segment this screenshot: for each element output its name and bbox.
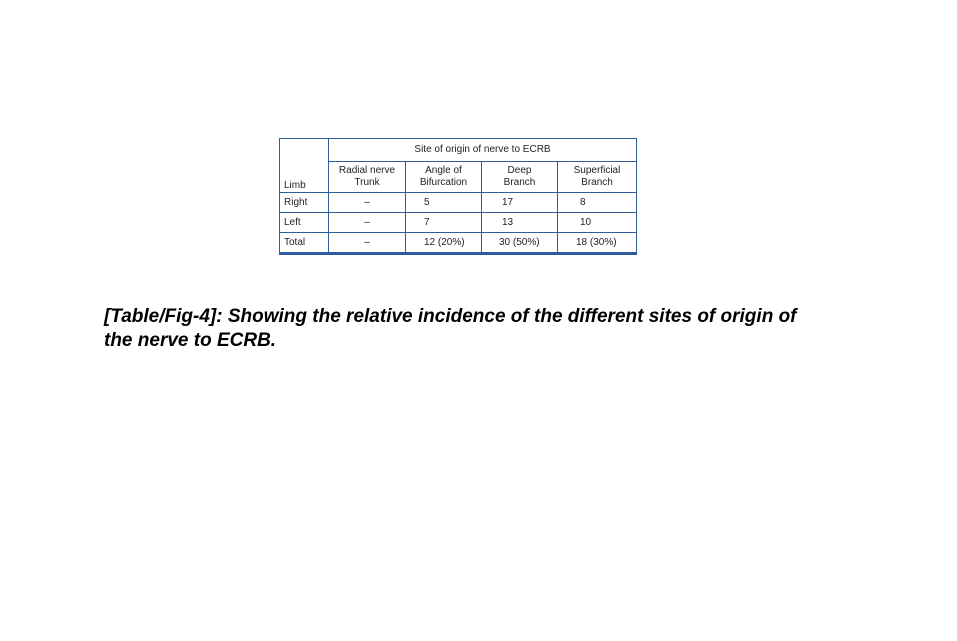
limb-cell: Right — [280, 193, 329, 213]
column-header-line: Angle of — [425, 165, 462, 176]
column-header-line: Superficial — [573, 165, 621, 176]
table-header-row-1 — [280, 139, 637, 162]
nerve-origin-table — [279, 138, 637, 255]
deep-branch-cell: 17 — [482, 193, 558, 213]
limb-column-header: Limb — [280, 139, 329, 193]
angle-of-bifurcation-cell: 12 (20%) — [406, 233, 482, 254]
deep-branch-cell: 13 — [482, 213, 558, 233]
radial-nerve-trunk-cell: – — [329, 213, 406, 233]
column-header-angle-of-bifurcation — [406, 162, 482, 193]
table-row-left — [280, 213, 637, 233]
column-header-line: Trunk — [354, 177, 380, 188]
column-header-line: Branch — [503, 177, 536, 188]
site-of-origin-header: Site of origin of nerve to ECRB — [329, 139, 637, 162]
angle-of-bifurcation-cell: 7 — [406, 213, 482, 233]
column-header-line: Bifurcation — [419, 177, 468, 188]
angle-of-bifurcation-cell: 5 — [406, 193, 482, 213]
limb-cell: Left — [280, 213, 329, 233]
superficial-branch-cell: 8 — [558, 193, 637, 213]
column-header-superficial-branch — [558, 162, 637, 193]
column-header-deep-branch — [482, 162, 558, 193]
radial-nerve-trunk-cell: – — [329, 193, 406, 213]
column-header-line: Branch — [581, 177, 613, 188]
table-row-total — [280, 233, 637, 254]
table-header-row-2 — [280, 162, 637, 193]
limb-cell: Total — [280, 233, 329, 254]
column-header-radial-nerve-trunk — [329, 162, 406, 193]
column-header-line: Deep — [507, 165, 532, 176]
column-header-line: Radial nerve — [338, 165, 396, 176]
superficial-branch-cell: 18 (30%) — [558, 233, 637, 254]
table-row-right — [280, 193, 637, 213]
superficial-branch-cell: 10 — [558, 213, 637, 233]
deep-branch-cell: 30 (50%) — [482, 233, 558, 254]
radial-nerve-trunk-cell: – — [329, 233, 406, 254]
table-container — [279, 138, 636, 255]
figure-caption: [Table/Fig-4]: Showing the relative incidence of the different sites of origin of the nerve to ECRB. — [104, 306, 797, 351]
